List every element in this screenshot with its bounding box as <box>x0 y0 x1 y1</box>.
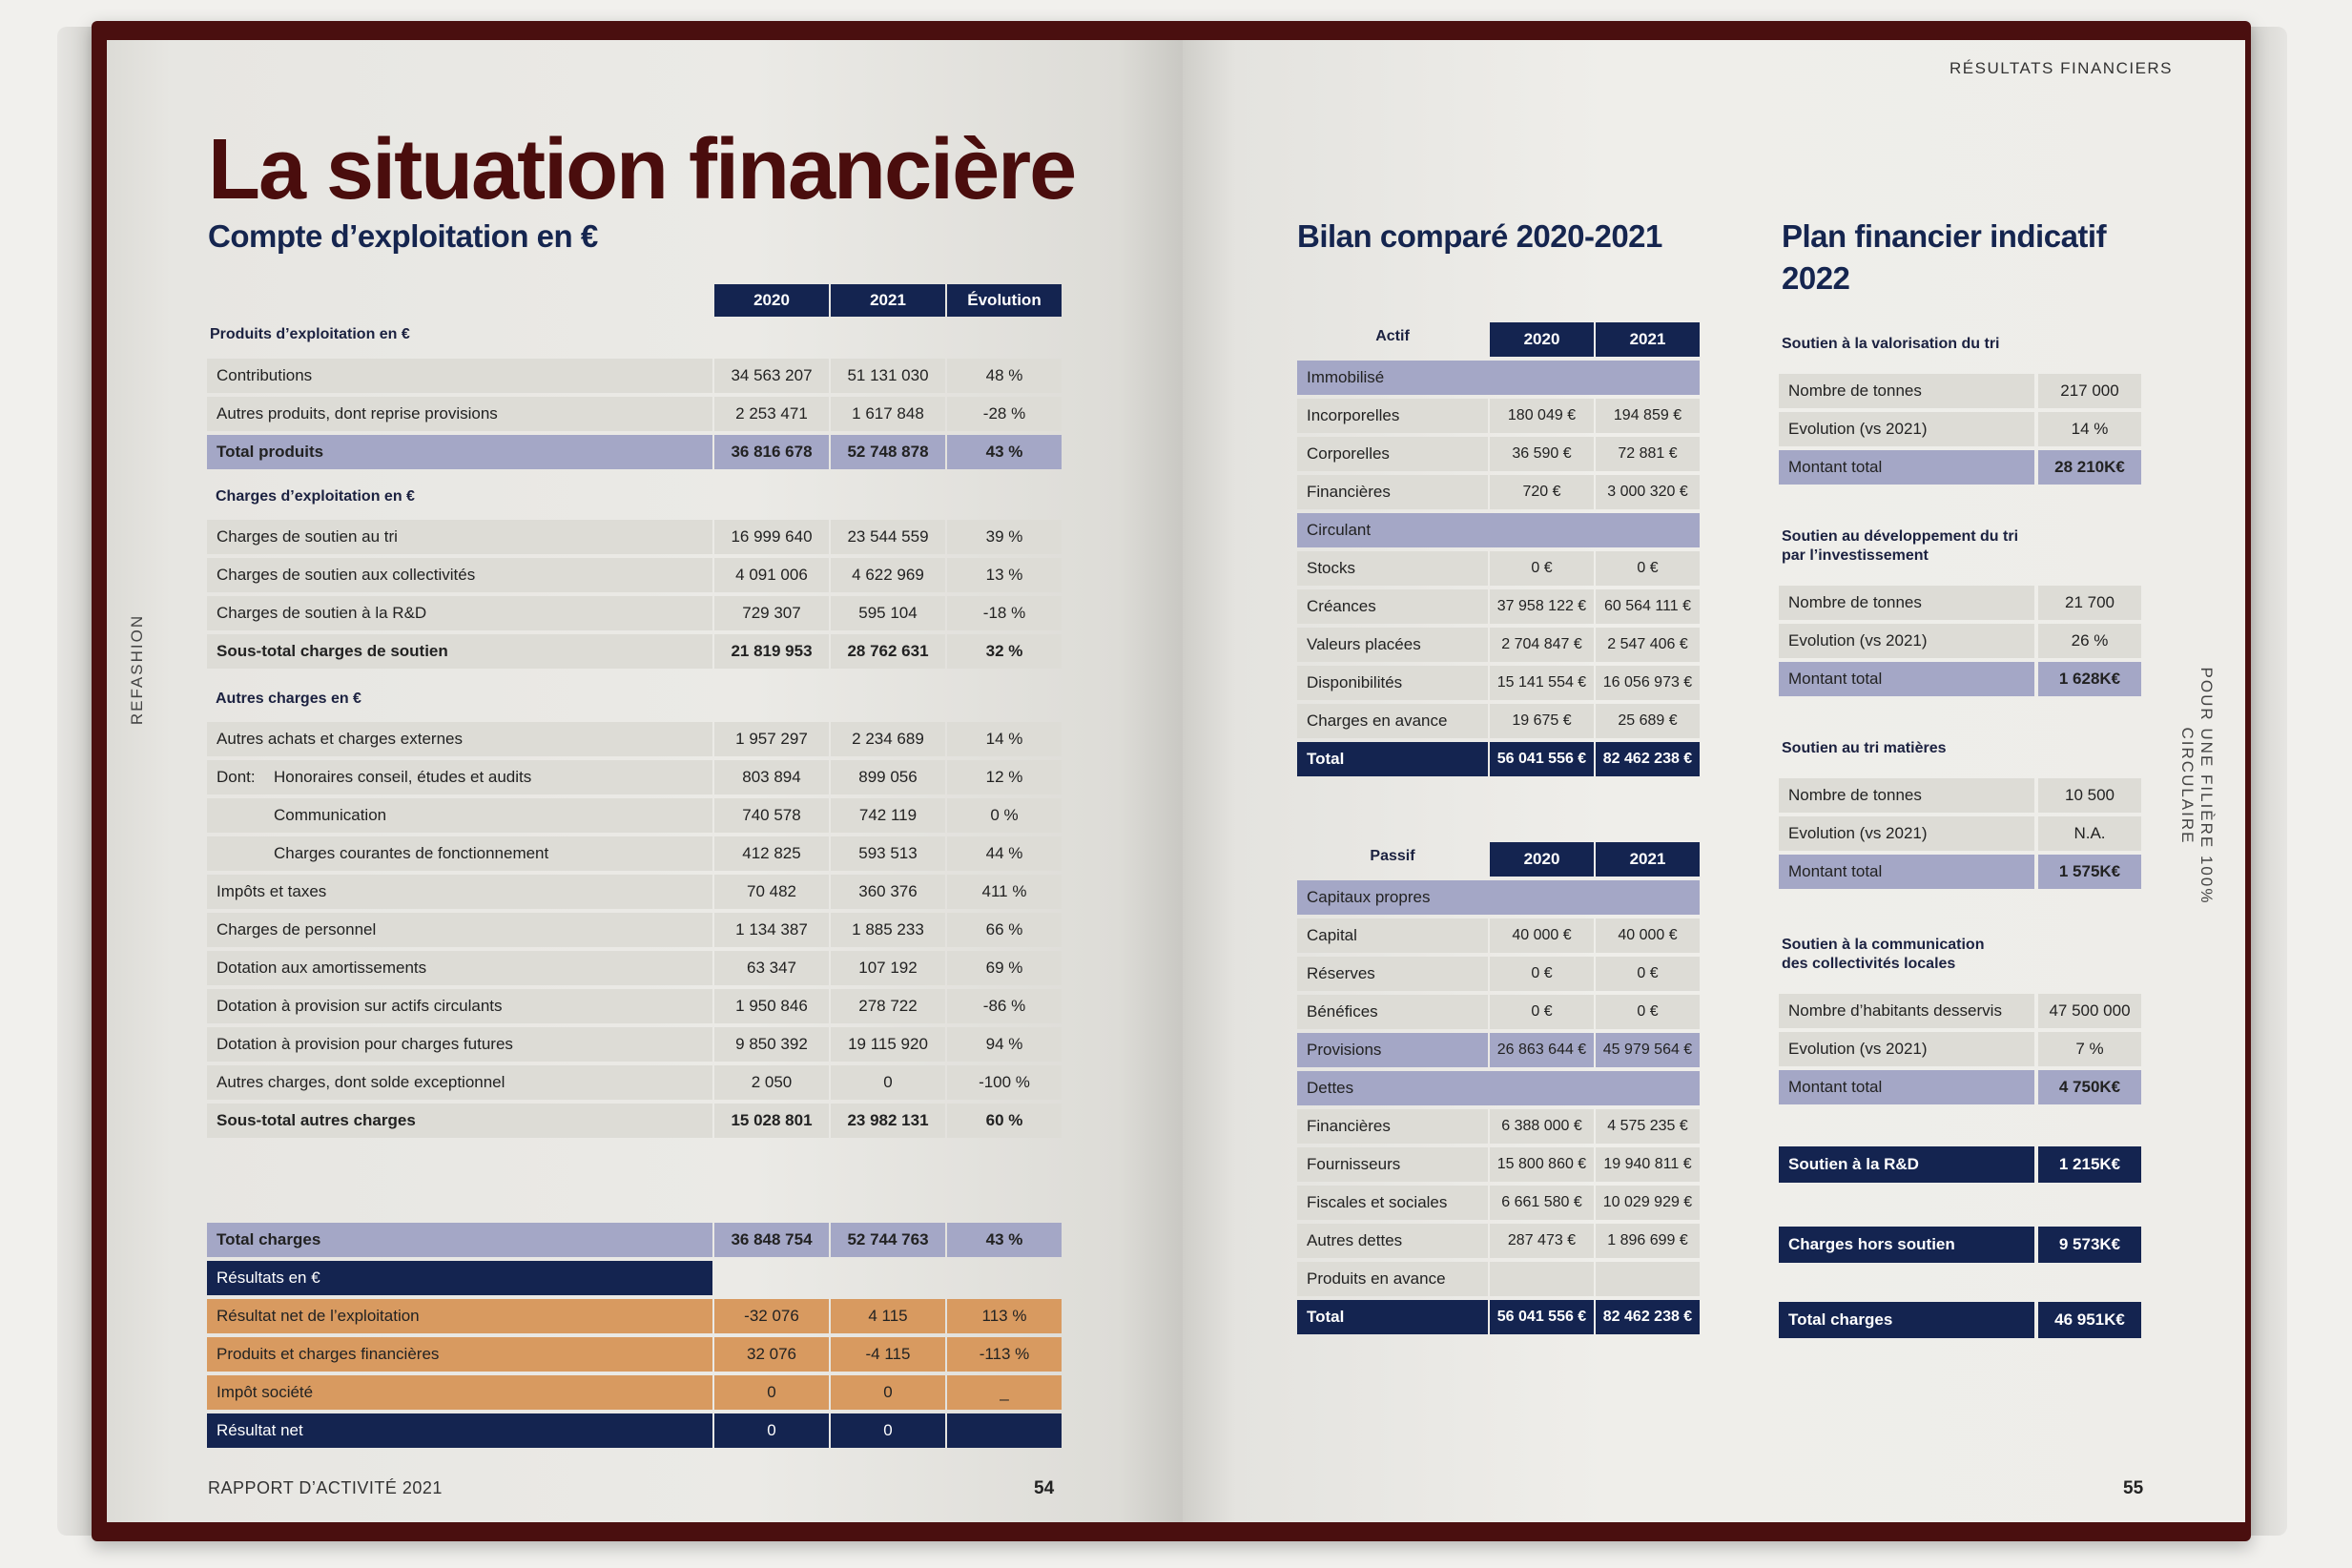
row-label: Impôts et taxes <box>207 875 712 909</box>
value-2020: -32 076 <box>714 1299 829 1333</box>
value-2020 <box>1490 1262 1594 1296</box>
value-2021: 82 462 238 € <box>1596 1300 1700 1334</box>
value-2020: 6 661 580 € <box>1490 1186 1594 1220</box>
column-header: 2021 <box>1596 842 1700 877</box>
plan-title-line1: Plan financier indicatif <box>1782 218 2107 254</box>
row-label: Provisions <box>1297 1033 1488 1067</box>
row-label: Total <box>1297 1300 1488 1334</box>
row-label: Autres dettes <box>1297 1224 1488 1258</box>
column-header: 2021 <box>1596 322 1700 357</box>
value-2020: 9 850 392 <box>714 1027 829 1062</box>
value-2021: 1 885 233 <box>831 913 945 947</box>
left-page <box>107 40 1183 1522</box>
value-2020: 740 578 <box>714 798 829 833</box>
row-label: Financières <box>1297 475 1488 509</box>
value-2020: 19 675 € <box>1490 704 1594 738</box>
block-heading: par l’investissement <box>1782 547 1929 564</box>
value-evolution: 60 % <box>947 1104 1062 1138</box>
row-value: 14 % <box>2038 412 2141 446</box>
value-evolution: 14 % <box>947 722 1062 756</box>
row-value: 7 % <box>2038 1032 2141 1066</box>
value-2021: 16 056 973 € <box>1596 666 1700 700</box>
row-value: 21 700 <box>2038 586 2141 620</box>
column-header: Évolution <box>947 284 1062 317</box>
value-evolution: 43 % <box>947 1223 1062 1257</box>
value-2021: 23 544 559 <box>831 520 945 554</box>
summary-label: Total charges <box>1779 1302 2034 1338</box>
value-evolution: 113 % <box>947 1299 1062 1333</box>
total-label: Montant total <box>1779 855 2034 889</box>
value-2020: 26 863 644 € <box>1490 1033 1594 1067</box>
value-evolution: -100 % <box>947 1065 1062 1100</box>
refashion-vertical-label: REFASHION <box>128 613 146 726</box>
total-label: Montant total <box>1779 1070 2034 1104</box>
sub-row-label: Communication <box>274 806 387 824</box>
row-label: Autres produits, dont reprise provisions <box>207 397 712 431</box>
value-2020: 1 134 387 <box>714 913 829 947</box>
value-2021: 0 € <box>1596 957 1700 991</box>
group-row: Circulant <box>1297 513 1700 547</box>
value-2020: 1 950 846 <box>714 989 829 1023</box>
value-evolution: 44 % <box>947 836 1062 871</box>
value-evolution: -113 % <box>947 1337 1062 1372</box>
value-2020: 803 894 <box>714 760 829 794</box>
value-2021: 10 029 929 € <box>1596 1186 1700 1220</box>
value-2021: 82 462 238 € <box>1596 742 1700 776</box>
table-header-label: Passif <box>1370 848 1415 864</box>
value-2021: 4 622 969 <box>831 558 945 592</box>
value-2020: 15 028 801 <box>714 1104 829 1138</box>
value-2020: 63 347 <box>714 951 829 985</box>
sub-row-label: Honoraires conseil, études et audits <box>274 768 532 786</box>
value-2020: 15 800 860 € <box>1490 1147 1594 1182</box>
summary-value: 46 951K€ <box>2038 1302 2141 1338</box>
value-2020: 36 590 € <box>1490 437 1594 471</box>
row-label: Autres charges, dont solde exceptionnel <box>207 1065 712 1100</box>
value-2021: 2 234 689 <box>831 722 945 756</box>
row-label: Contributions <box>207 359 712 393</box>
row-label: Dotation aux amortissements <box>207 951 712 985</box>
section-heading: Charges d’exploitation en € <box>216 488 415 505</box>
value-2020: 0 € <box>1490 957 1594 991</box>
value-evolution: 13 % <box>947 558 1062 592</box>
row-label: Total charges <box>207 1223 712 1257</box>
row-value: N.A. <box>2038 816 2141 851</box>
row-label: Créances <box>1297 589 1488 624</box>
value-2020: 34 563 207 <box>714 359 829 393</box>
block-heading: des collectivités locales <box>1782 956 1956 972</box>
bilan-title: Bilan comparé 2020-2021 <box>1297 218 1662 254</box>
row-value: 26 % <box>2038 624 2141 658</box>
row-label: Fournisseurs <box>1297 1147 1488 1182</box>
total-value: 1 628K€ <box>2038 662 2141 696</box>
value-evolution: -18 % <box>947 596 1062 630</box>
summary-value: 1 215K€ <box>2038 1146 2141 1183</box>
row-label <box>207 836 712 871</box>
value-2020: 0 € <box>1490 551 1594 586</box>
block-heading: Soutien au développement du tri <box>1782 528 2019 545</box>
row-label: Résultat net <box>207 1413 712 1448</box>
page-title: La situation financière <box>208 122 1076 217</box>
total-value: 1 575K€ <box>2038 855 2141 889</box>
value-2021: 3 000 320 € <box>1596 475 1700 509</box>
value-2020: 2 253 471 <box>714 397 829 431</box>
value-evolution: -86 % <box>947 989 1062 1023</box>
row-label: Réserves <box>1297 957 1488 991</box>
row-label: Résultat net de l’exploitation <box>207 1299 712 1333</box>
value-2021: 40 000 € <box>1596 918 1700 953</box>
compte-exploitation-title: Compte d’exploitation en € <box>208 218 598 254</box>
row-label: Valeurs placées <box>1297 628 1488 662</box>
sub-row-label: Charges courantes de fonctionnement <box>274 844 549 862</box>
row-value: 47 500 000 <box>2038 994 2141 1028</box>
total-label: Montant total <box>1779 450 2034 485</box>
value-2020: 2 704 847 € <box>1490 628 1594 662</box>
row-label: Incorporelles <box>1297 399 1488 433</box>
section-heading: Produits d’exploitation en € <box>210 326 410 342</box>
total-value: 28 210K€ <box>2038 450 2141 485</box>
book-page-edges-right <box>2245 27 2287 1536</box>
plan-title-line2: 2022 <box>1782 260 1850 296</box>
value-2020: 1 957 297 <box>714 722 829 756</box>
value-evolution: 48 % <box>947 359 1062 393</box>
column-header: 2020 <box>1490 842 1594 877</box>
total-value: 4 750K€ <box>2038 1070 2141 1104</box>
value-2021: 899 056 <box>831 760 945 794</box>
row-label: Impôt société <box>207 1375 712 1410</box>
value-evolution: 69 % <box>947 951 1062 985</box>
value-2020: 40 000 € <box>1490 918 1594 953</box>
value-2021: 2 547 406 € <box>1596 628 1700 662</box>
group-row: Immobilisé <box>1297 361 1700 395</box>
row-label: Autres achats et charges externes <box>207 722 712 756</box>
value-2021 <box>1596 1262 1700 1296</box>
value-2020: 720 € <box>1490 475 1594 509</box>
value-2021: 0 <box>831 1413 945 1448</box>
value-2021: 1 896 699 € <box>1596 1224 1700 1258</box>
value-2021: 0 <box>831 1375 945 1410</box>
value-evolution: -28 % <box>947 397 1062 431</box>
row-label: Capital <box>1297 918 1488 953</box>
value-2020: 16 999 640 <box>714 520 829 554</box>
page-number-left: 54 <box>1034 1478 1055 1498</box>
value-2021: 4 575 235 € <box>1596 1109 1700 1144</box>
value-2021: 52 744 763 <box>831 1223 945 1257</box>
value-2020: 56 041 556 € <box>1490 742 1594 776</box>
value-2021: 19 940 811 € <box>1596 1147 1700 1182</box>
value-evolution: 66 % <box>947 913 1062 947</box>
value-2021: -4 115 <box>831 1337 945 1372</box>
row-label: Produits et charges financières <box>207 1337 712 1372</box>
value-evolution: 39 % <box>947 520 1062 554</box>
right-page <box>1183 40 2245 1522</box>
resultats-heading: Résultats en € <box>207 1261 712 1295</box>
summary-label: Charges hors soutien <box>1779 1227 2034 1263</box>
row-label: Evolution (vs 2021) <box>1779 412 2034 446</box>
column-header: 2020 <box>1490 322 1594 357</box>
summary-label: Soutien à la R&D <box>1779 1146 2034 1183</box>
value-2020: 70 482 <box>714 875 829 909</box>
value-2021: 52 748 878 <box>831 435 945 469</box>
value-2020: 2 050 <box>714 1065 829 1100</box>
value-2021: 0 <box>831 1065 945 1100</box>
row-label: Total produits <box>207 435 712 469</box>
value-2020: 6 388 000 € <box>1490 1109 1594 1144</box>
value-2020: 4 091 006 <box>714 558 829 592</box>
block-heading: Soutien à la valorisation du tri <box>1782 336 2000 352</box>
value-2021: 25 689 € <box>1596 704 1700 738</box>
row-label: Corporelles <box>1297 437 1488 471</box>
row-label: Evolution (vs 2021) <box>1779 624 2034 658</box>
value-evolution: _ <box>947 1375 1062 1410</box>
value-2021: 593 513 <box>831 836 945 871</box>
value-2021: 0 € <box>1596 995 1700 1029</box>
value-2021: 60 564 111 € <box>1596 589 1700 624</box>
running-head: RÉSULTATS FINANCIERS <box>1950 59 2174 77</box>
column-header: 2021 <box>831 284 945 317</box>
group-row: Dettes <box>1297 1071 1700 1105</box>
value-evolution: 0 % <box>947 798 1062 833</box>
row-label: Nombre de tonnes <box>1779 586 2034 620</box>
row-label: Sous-total charges de soutien <box>207 634 712 669</box>
value-evolution <box>947 1413 1062 1448</box>
value-2021: 742 119 <box>831 798 945 833</box>
table-header-label: Actif <box>1375 328 1410 344</box>
value-2021: 72 881 € <box>1596 437 1700 471</box>
value-2020: 412 825 <box>714 836 829 871</box>
value-2021: 19 115 920 <box>831 1027 945 1062</box>
value-2020: 729 307 <box>714 596 829 630</box>
row-label: Fiscales et sociales <box>1297 1186 1488 1220</box>
value-2021: 278 722 <box>831 989 945 1023</box>
footer-report-title: RAPPORT D’ACTIVITÉ 2021 <box>208 1478 443 1497</box>
row-label: Evolution (vs 2021) <box>1779 1032 2034 1066</box>
block-heading: Soutien au tri matières <box>1782 740 1947 756</box>
row-label: Bénéfices <box>1297 995 1488 1029</box>
row-label: Nombre de tonnes <box>1779 778 2034 813</box>
value-2020: 15 141 554 € <box>1490 666 1594 700</box>
value-2020: 21 819 953 <box>714 634 829 669</box>
row-label: Disponibilités <box>1297 666 1488 700</box>
value-2021: 1 617 848 <box>831 397 945 431</box>
circular-vertical-label: POUR UNE FILIÈRE 100% CIRCULAIRE <box>2178 667 2216 905</box>
value-evolution: 43 % <box>947 435 1062 469</box>
value-2020: 0 € <box>1490 995 1594 1029</box>
column-header: 2020 <box>714 284 829 317</box>
value-2021: 51 131 030 <box>831 359 945 393</box>
value-2020: 56 041 556 € <box>1490 1300 1594 1334</box>
row-label: Nombre de tonnes <box>1779 374 2034 408</box>
value-2020: 287 473 € <box>1490 1224 1594 1258</box>
row-label <box>207 798 712 833</box>
value-2021: 4 115 <box>831 1299 945 1333</box>
row-label: Sous-total autres charges <box>207 1104 712 1138</box>
value-2020: 32 076 <box>714 1337 829 1372</box>
row-label: Charges de soutien à la R&D <box>207 596 712 630</box>
value-2021: 28 762 631 <box>831 634 945 669</box>
value-evolution: 411 % <box>947 875 1062 909</box>
value-2020: 37 958 122 € <box>1490 589 1594 624</box>
value-2020: 180 049 € <box>1490 399 1594 433</box>
value-evolution: 32 % <box>947 634 1062 669</box>
value-2020: 0 <box>714 1413 829 1448</box>
total-label: Montant total <box>1779 662 2034 696</box>
row-value: 217 000 <box>2038 374 2141 408</box>
dont-label: Dont: <box>217 768 256 786</box>
row-label: Produits en avance <box>1297 1262 1488 1296</box>
value-2021: 360 376 <box>831 875 945 909</box>
value-2020: 36 848 754 <box>714 1223 829 1257</box>
row-label: Charges de soutien aux collectivités <box>207 558 712 592</box>
value-evolution: 94 % <box>947 1027 1062 1062</box>
row-label: Dotation à provision sur actifs circulants <box>207 989 712 1023</box>
value-2021: 0 € <box>1596 551 1700 586</box>
value-2020: 0 <box>714 1375 829 1410</box>
value-2020: 36 816 678 <box>714 435 829 469</box>
value-2021: 107 192 <box>831 951 945 985</box>
value-2021: 23 982 131 <box>831 1104 945 1138</box>
row-label: Dotation à provision pour charges futures <box>207 1027 712 1062</box>
row-label: Total <box>1297 742 1488 776</box>
value-2021: 45 979 564 € <box>1596 1033 1700 1067</box>
row-label: Evolution (vs 2021) <box>1779 816 2034 851</box>
page-number-right: 55 <box>2123 1478 2144 1498</box>
group-row: Capitaux propres <box>1297 880 1700 915</box>
row-label: Financières <box>1297 1109 1488 1144</box>
row-label: Charges de personnel <box>207 913 712 947</box>
row-label: Charges en avance <box>1297 704 1488 738</box>
value-evolution: 12 % <box>947 760 1062 794</box>
row-label: Nombre d’habitants desservis <box>1779 994 2034 1028</box>
value-2021: 595 104 <box>831 596 945 630</box>
value-2021: 194 859 € <box>1596 399 1700 433</box>
row-label: Charges de soutien au tri <box>207 520 712 554</box>
section-heading: Autres charges en € <box>216 691 361 707</box>
row-label <box>207 760 712 794</box>
block-heading: Soutien à la communication <box>1782 937 1985 953</box>
summary-value: 9 573K€ <box>2038 1227 2141 1263</box>
row-label: Stocks <box>1297 551 1488 586</box>
row-value: 10 500 <box>2038 778 2141 813</box>
